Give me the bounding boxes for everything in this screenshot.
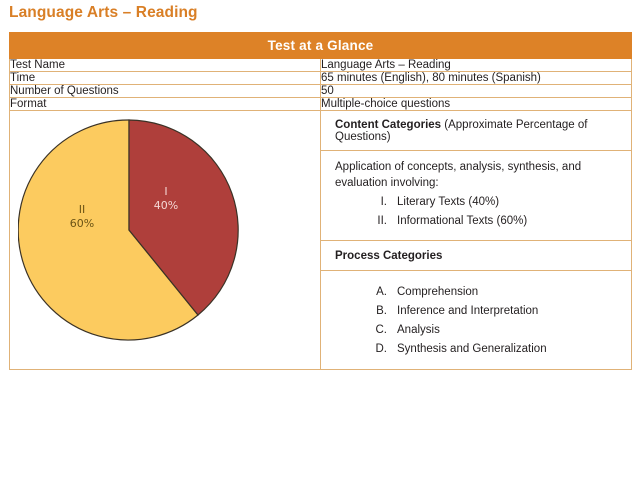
- list-item: [335, 321, 621, 340]
- row-value-number-of-questions: 50: [321, 85, 632, 98]
- list-item-text: Literary Texts (40%): [397, 196, 500, 208]
- list-item-text: Informational Texts (60%): [397, 215, 528, 227]
- pie-chart: [18, 113, 240, 343]
- table-header-title: Test at a Glance: [10, 33, 632, 59]
- table-row: [10, 72, 632, 85]
- list-item-marker: A.: [376, 286, 387, 298]
- pie-label-informational-texts: [62, 203, 102, 231]
- row-label-format: Format: [10, 98, 321, 111]
- row-value-time: 65 minutes (English), 80 minutes (Spanish): [321, 72, 632, 85]
- list-item-marker: II.: [377, 215, 387, 227]
- list-item-marker: C.: [375, 324, 387, 336]
- pie-label-literary-texts: [146, 185, 186, 213]
- content-categories-heading: [321, 111, 631, 151]
- list-item: [335, 302, 621, 321]
- pie-label-one-value: 40%: [153, 199, 179, 212]
- process-categories-body: [321, 271, 631, 369]
- content-categories-heading-note: (Approximate Percentage of Questions): [335, 119, 588, 143]
- categories-stack: [321, 111, 632, 370]
- list-item-marker: I.: [380, 196, 387, 208]
- table-row: [10, 59, 632, 72]
- list-item-marker: D.: [375, 343, 387, 355]
- page-title: Language Arts – Reading: [9, 4, 198, 21]
- list-item: [335, 212, 621, 231]
- table-row: [10, 98, 632, 111]
- table-row: [10, 85, 632, 98]
- list-item: [335, 193, 621, 212]
- process-categories-list: [335, 283, 621, 359]
- categories-row: [10, 111, 632, 370]
- content-categories-intro: Application of concepts, analysis, synthesis, and evaluation involving:: [335, 161, 582, 189]
- list-item-text: Analysis: [397, 324, 440, 336]
- row-label-time: Time: [10, 72, 321, 85]
- list-item-text: Inference and Interpretation: [397, 305, 539, 317]
- process-categories-heading: [321, 241, 631, 271]
- pie-chart-cell: [10, 111, 321, 370]
- content-categories-body: [321, 151, 631, 241]
- list-item: [335, 283, 621, 302]
- content-categories-heading-text: Content Categories: [335, 119, 442, 131]
- row-value-test-name: Language Arts – Reading: [321, 59, 632, 72]
- row-label-test-name: Test Name: [10, 59, 321, 72]
- list-item: [335, 340, 621, 359]
- pie-label-one-name: I: [164, 185, 168, 198]
- process-categories-heading-text: Process Categories: [335, 250, 443, 262]
- list-item-text: Comprehension: [397, 286, 479, 298]
- row-label-number-of-questions: Number of Questions: [10, 85, 321, 98]
- content-categories-list: [335, 193, 621, 231]
- test-at-a-glance-table: [9, 32, 632, 370]
- table-header-row: [10, 33, 632, 59]
- list-item-marker: B.: [376, 305, 387, 317]
- pie-label-two-value: 60%: [69, 217, 95, 230]
- pie-chart-svg: [18, 113, 240, 343]
- list-item-text: Synthesis and Generalization: [397, 343, 547, 355]
- pie-label-two-name: II: [78, 203, 86, 216]
- row-value-format: Multiple-choice questions: [321, 98, 632, 111]
